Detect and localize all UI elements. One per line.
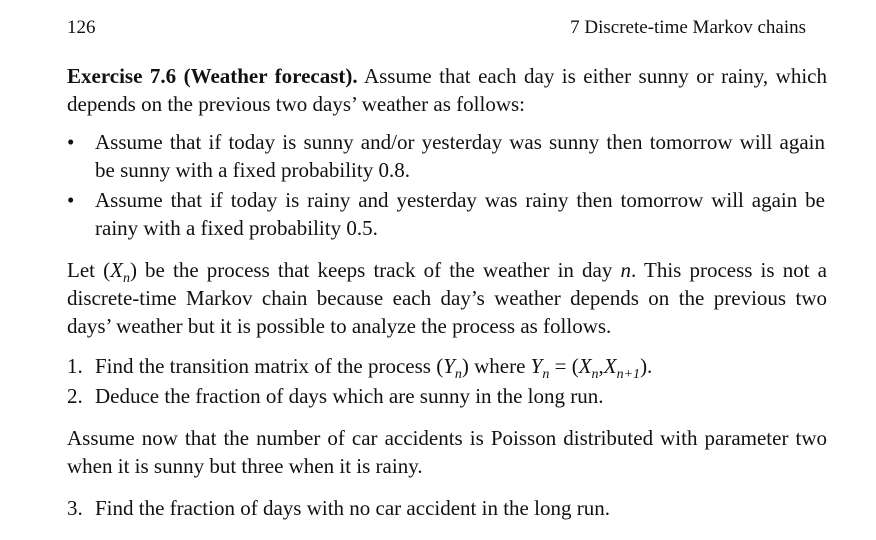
bullet-text: Assume that if today is rainy and yesterday was rainy then tomorrow will again be rainy with a fixed probability 0.5. [95,188,825,240]
math-var: Y [530,354,543,378]
math-var: X [578,354,592,378]
process-paragraph [67,256,827,340]
text-run: = ( [549,354,579,378]
text-run: Find the transition matrix of the process ( [95,354,444,378]
text-run: , [598,354,604,378]
exercise-title: Exercise 7.6 (Weather forecast). [67,64,358,88]
question-text: Deduce the fraction of days which are sunny in the long run. [95,384,604,408]
bullet-text: Assume that if today is sunny and/or yesterday was sunny then tomorrow will again be sunny with a fixed probability 0.8. [95,130,825,182]
math-subscript: n [454,367,462,383]
math-subscript: n [591,367,599,383]
exercise-intro-text: Assume that each day is either sunny or rainy, which depends on the previous two days’ weather as follows: [67,64,827,116]
text-run: . This process is not a discrete-time Markov chain because each day’s weather depends on the previous two days’ weather but it is possible to analyze the process as follows. [67,258,827,338]
math-var: X [110,258,123,282]
math-subscript: n [542,367,550,383]
question-number: 2. [67,384,83,408]
bullet-icon: • [67,130,75,154]
text-run: Let ( [67,258,111,282]
math-var: X [603,354,617,378]
math-var: Y [443,354,455,378]
text-run: ) be the process that keeps track of the weather in day [129,258,621,282]
accident-paragraph: Assume now that the number of car accidents is Poisson distributed with parameter two when it is sunny but three when it is rainy. [67,426,827,478]
math-var: n [620,258,631,282]
text-run: ) where [461,354,531,378]
page-number: 126 [67,17,96,38]
question-number: 3. [67,496,83,520]
exercise-intro [67,62,827,118]
chapter-header: 7 Discrete-time Markov chains [570,17,806,38]
question-text: Find the fraction of days with no car accident in the long run. [95,496,610,520]
question-number: 1. [67,354,83,378]
math-subscript: n+1 [616,367,641,383]
math-subscript: n [122,271,130,287]
text-run: ). [640,354,653,378]
bullet-icon: • [67,188,75,212]
question-text [95,352,825,383]
